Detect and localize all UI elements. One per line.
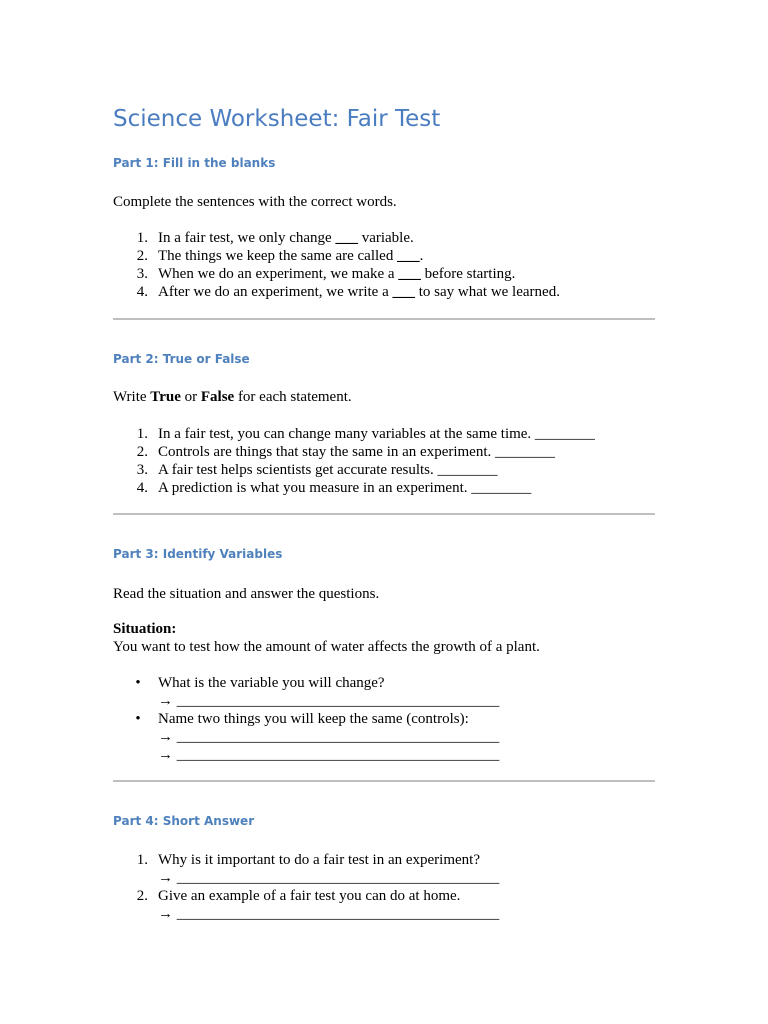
answer-line: → ___________________________________________ — [158, 906, 500, 922]
item-number: 2. — [136, 888, 148, 904]
item-text: Controls are things that stay the same in an experiment. ________ — [158, 444, 556, 460]
answer-line: → ___________________________________________ — [158, 729, 500, 745]
page-title: Science Worksheet: Fair Test — [113, 106, 441, 132]
question-text: What is the variable you will change? — [158, 675, 385, 691]
instruction-true: True — [150, 389, 181, 405]
section-divider — [113, 513, 655, 515]
part2-heading: Part 2: True or False — [113, 352, 250, 366]
item-text: A prediction is what you measure in an experiment. ________ — [158, 480, 532, 496]
instruction-text: for each statement. — [234, 389, 352, 405]
list-item — [113, 425, 595, 443]
item-text: . — [419, 248, 424, 264]
bullet: • — [135, 711, 141, 727]
instruction-text: or — [180, 389, 201, 405]
list-item — [113, 479, 595, 497]
list-item — [113, 851, 499, 887]
answer-line: → ___________________________________________ — [158, 747, 500, 763]
part3-instruction: Read the situation and answer the questions. — [113, 586, 380, 602]
part4-heading: Part 4: Short Answer — [113, 814, 255, 828]
list-item — [113, 229, 560, 247]
item-number: 3. — [136, 462, 148, 478]
instruction-text: Write — [113, 389, 151, 405]
situation-label-text: Situation: — [113, 621, 177, 637]
part4-list — [113, 851, 499, 923]
blank-line: ___ — [335, 230, 358, 246]
part3-list — [113, 674, 499, 764]
item-number: 1. — [136, 230, 148, 246]
list-item — [113, 443, 595, 461]
list-item — [113, 283, 560, 301]
answer-line: → ___________________________________________ — [158, 693, 500, 709]
item-number: 1. — [136, 426, 148, 442]
answer-line: → ___________________________________________ — [158, 870, 500, 886]
item-text: to say what we learned. — [415, 284, 560, 300]
part3-heading: Part 3: Identify Variables — [113, 547, 283, 561]
item-text: variable. — [357, 230, 414, 246]
item-text: After we do an experiment, we write a — [158, 284, 393, 300]
question-text: Why is it important to do a fair test in an experiment? — [158, 852, 480, 868]
list-item — [113, 461, 595, 479]
bullet: • — [135, 675, 141, 691]
list-item — [113, 674, 499, 710]
instruction-false: False — [200, 389, 235, 405]
list-item — [113, 710, 499, 764]
part2-instruction — [113, 388, 352, 406]
part1-instruction: Complete the sentences with the correct words. — [113, 194, 397, 210]
part2-list — [113, 425, 595, 497]
section-divider — [113, 318, 655, 320]
question-text: Give an example of a fair test you can do at home. — [158, 888, 461, 904]
part1-list — [113, 229, 560, 301]
blank-line: ___ — [392, 284, 415, 300]
item-text: A fair test helps scientists get accurate results. ________ — [158, 462, 498, 478]
item-text: When we do an experiment, we make a — [158, 266, 399, 282]
list-item — [113, 265, 560, 283]
item-text: before starting. — [420, 266, 516, 282]
item-number: 4. — [136, 480, 148, 496]
list-item — [113, 247, 560, 265]
blank-line: ___ — [397, 248, 420, 264]
item-number: 1. — [136, 852, 148, 868]
situation-label — [113, 620, 176, 638]
item-number: 3. — [136, 266, 148, 282]
item-text: The things we keep the same are called — [158, 248, 398, 264]
item-text: In a fair test, we only change — [158, 230, 336, 246]
item-number: 4. — [136, 284, 148, 300]
item-text: In a fair test, you can change many variables at the same time. ________ — [158, 426, 595, 442]
item-number: 2. — [136, 444, 148, 460]
question-text: Name two things you will keep the same (controls): — [158, 711, 469, 727]
part1-heading: Part 1: Fill in the blanks — [113, 156, 276, 170]
blank-line: ___ — [398, 266, 421, 282]
section-divider — [113, 780, 655, 782]
list-item — [113, 887, 499, 923]
item-number: 2. — [136, 248, 148, 264]
situation-text: You want to test how the amount of water affects the growth of a plant. — [113, 639, 540, 655]
